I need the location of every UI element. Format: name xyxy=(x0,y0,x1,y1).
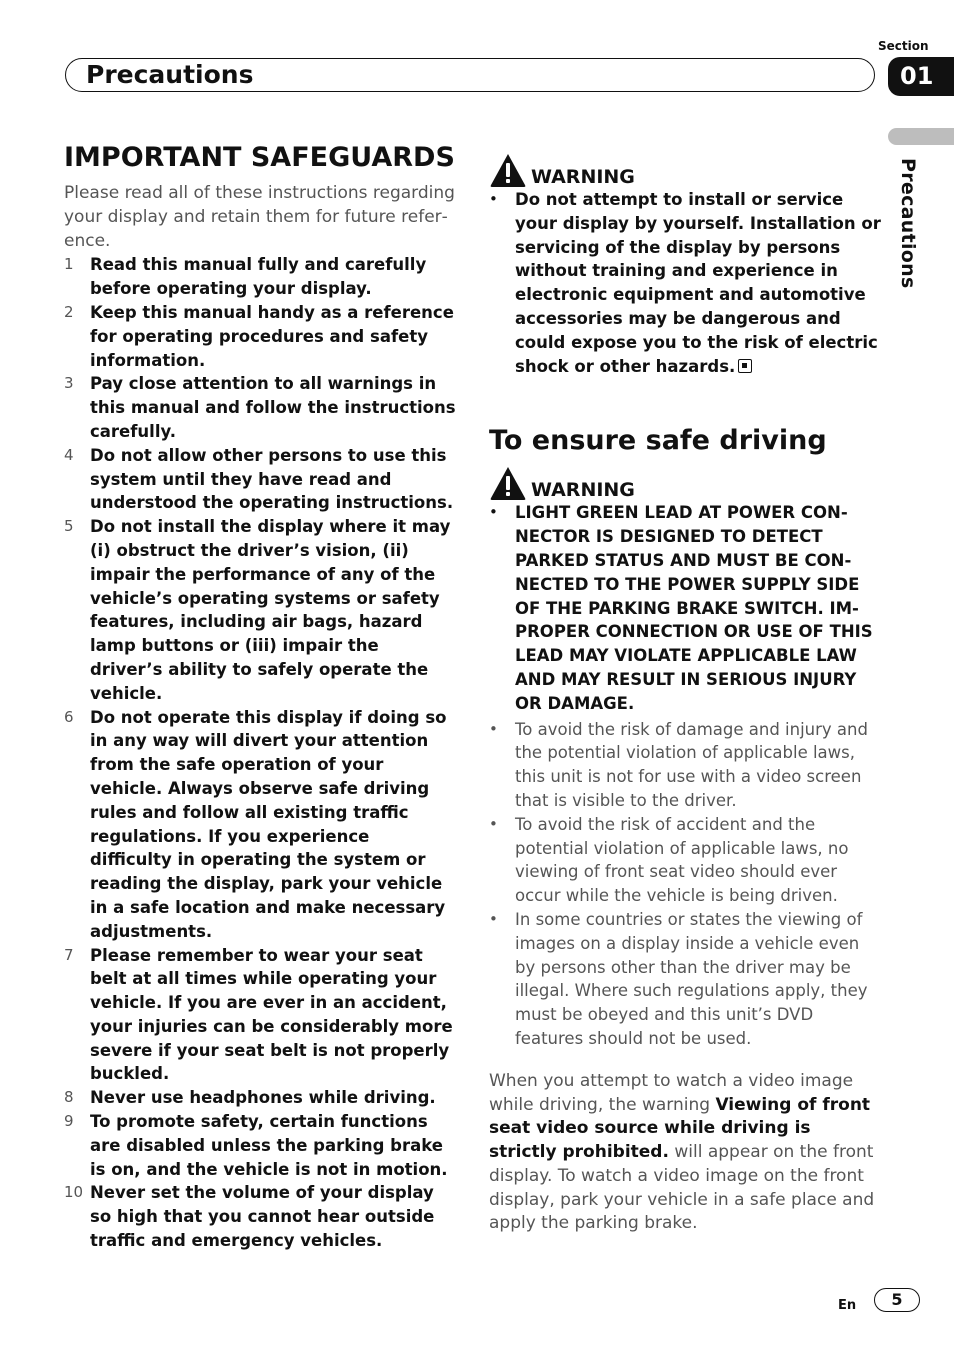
warning-text xyxy=(515,188,881,378)
warning-label: WARNING xyxy=(531,479,635,502)
header-title: Precautions xyxy=(86,60,254,89)
section-label: Section xyxy=(878,39,929,53)
safeguards-list xyxy=(64,253,456,1252)
list-item xyxy=(489,813,881,908)
side-section-label: Precautions xyxy=(897,158,919,289)
item-number: 8 xyxy=(64,1088,74,1107)
note-text: To avoid the risk of accident and the potential violation of applicable laws, no viewing of front seat video should ever occur while the vehicle is being driven. xyxy=(515,814,849,906)
list-item xyxy=(489,908,881,1051)
warning-list xyxy=(489,501,881,715)
warning-text-body: Do not attempt to install or service your display by yourself. Installation or servicing of the display by persons without training and experience in electronic equipment and automotive accessories may be dangerous and could expose you to the risk of electric shock or other hazards. xyxy=(515,190,881,376)
right-column xyxy=(489,148,881,1236)
warning-list xyxy=(489,188,881,378)
bullet: • xyxy=(489,909,498,928)
warning-heading xyxy=(489,148,881,188)
closing-text-post: will appear on the front display. To watch a video image on the front display, park your vehicle in a safe place and apply the parking brake. xyxy=(489,1142,875,1234)
warning-triangle-icon xyxy=(489,465,527,501)
list-item xyxy=(64,944,456,1087)
note-text: To avoid the risk of damage and injury and the potential violation of applicable laws, this unit is not for use with a video screen that is visible to the driver. xyxy=(515,719,868,810)
item-text: Pay close attention to all warnings in this manual and follow the instructions carefully. xyxy=(90,374,456,441)
warning-heading xyxy=(489,461,881,501)
item-number: 1 xyxy=(64,255,74,274)
item-text: Never set the volume of your display so high that you cannot hear outside traffic and emergency vehicles. xyxy=(90,1183,435,1251)
item-number: 3 xyxy=(64,374,74,393)
bullet: • xyxy=(489,190,498,208)
side-tab-marker xyxy=(888,128,954,145)
language-label: En xyxy=(838,1298,857,1313)
bullet: • xyxy=(489,719,498,738)
item-number: 4 xyxy=(64,445,74,464)
item-number: 2 xyxy=(64,302,74,321)
item-text: Do not allow other persons to use this system until they have read and understood the operating instructions. xyxy=(90,445,454,513)
list-item xyxy=(64,1086,456,1110)
list-item xyxy=(64,1110,456,1181)
closing-text-pre: When you attempt to watch a video image while driving, the warning xyxy=(489,1070,854,1115)
bullet: • xyxy=(489,503,498,522)
list-item xyxy=(64,253,456,301)
item-text: To promote safety, certain functions are disabled unless the parking brake is on, and the vehicle is not in motion. xyxy=(90,1112,448,1179)
item-text: Never use headphones while driving. xyxy=(90,1088,436,1108)
section-number-badge: 01 xyxy=(888,57,954,96)
header-bar xyxy=(65,58,875,92)
page-title: IMPORTANT SAFEGUARDS xyxy=(64,142,455,173)
list-item xyxy=(64,706,456,944)
intro-paragraph: Please read all of these instructions regarding your display and retain them for future reference. xyxy=(64,183,455,251)
item-text: Read this manual fully and carefully before operating your display. xyxy=(90,255,427,299)
list-item xyxy=(64,301,456,372)
page-number: 5 xyxy=(874,1288,920,1312)
item-number: 10 xyxy=(64,1183,84,1202)
item-number: 9 xyxy=(64,1112,74,1131)
list-item xyxy=(64,1181,456,1252)
closing-text-emphasis: Viewing of front seat video source while driving is strictly prohibited. xyxy=(489,1094,871,1163)
item-text: Please remember to wear your seat belt at all times while operating your vehicle. If you are ever in an accident, your injuries can be considerably more severe if your seat belt is not properly buckled. xyxy=(90,945,453,1084)
item-number: 7 xyxy=(64,945,74,964)
bullet: • xyxy=(489,814,498,833)
item-text: Do not operate this display if doing so in any way will divert your attention from the safe operation of your vehicle. Always observe safe driving rules and follow all existing traffic regulations. If you experience difficulty in operating the system or reading the display, park your vehicle in a safe location and make necessary adjustments. xyxy=(90,707,447,941)
list-item xyxy=(489,188,881,378)
warning-text: LIGHT GREEN LEAD AT POWER CONNECTOR IS DESIGNED TO DETECT PARKED STATUS AND MUST BE CONNECTED TO THE POWER SUPPLY SIDE OF THE PARKING BRAKE SWITCH. IMPROPER CONNECTION OR USE OF THIS LEAD MAY VIOLATE APPLICABLE LAW AND MAY RESULT IN SERIOUS INJURY OR DAMAGE. xyxy=(515,503,873,713)
closing-paragraph xyxy=(489,1070,881,1237)
warning-triangle-icon xyxy=(489,152,527,188)
warning-label: WARNING xyxy=(531,166,635,188)
list-item xyxy=(489,718,881,813)
notes-list xyxy=(489,718,881,1051)
note-text: In some countries or states the viewing of images on a display inside a vehicle even by persons other than the driver may be illegal. Where such regulations apply, they must be obeyed and this unit’s DVD features should not be used. xyxy=(515,909,868,1048)
list-item xyxy=(64,372,456,443)
item-number: 6 xyxy=(64,707,74,726)
item-number: 5 xyxy=(64,517,74,536)
list-item xyxy=(64,515,456,705)
list-item xyxy=(489,501,881,715)
item-text: Do not install the display where it may (i) obstruct the driver’s vision, (ii) impair the performance of any of the vehicle’s operating systems or safety features, including air bags, hazard lamp buttons or (iii) impair the driver’s ability to safely operate the vehicle. xyxy=(90,517,451,703)
end-mark-icon xyxy=(738,359,752,373)
section-title: To ensure safe driving xyxy=(489,425,827,457)
item-text: Keep this manual handy as a reference for operating procedures and safety information. xyxy=(90,302,454,370)
left-column xyxy=(64,140,456,1253)
list-item xyxy=(64,444,456,515)
